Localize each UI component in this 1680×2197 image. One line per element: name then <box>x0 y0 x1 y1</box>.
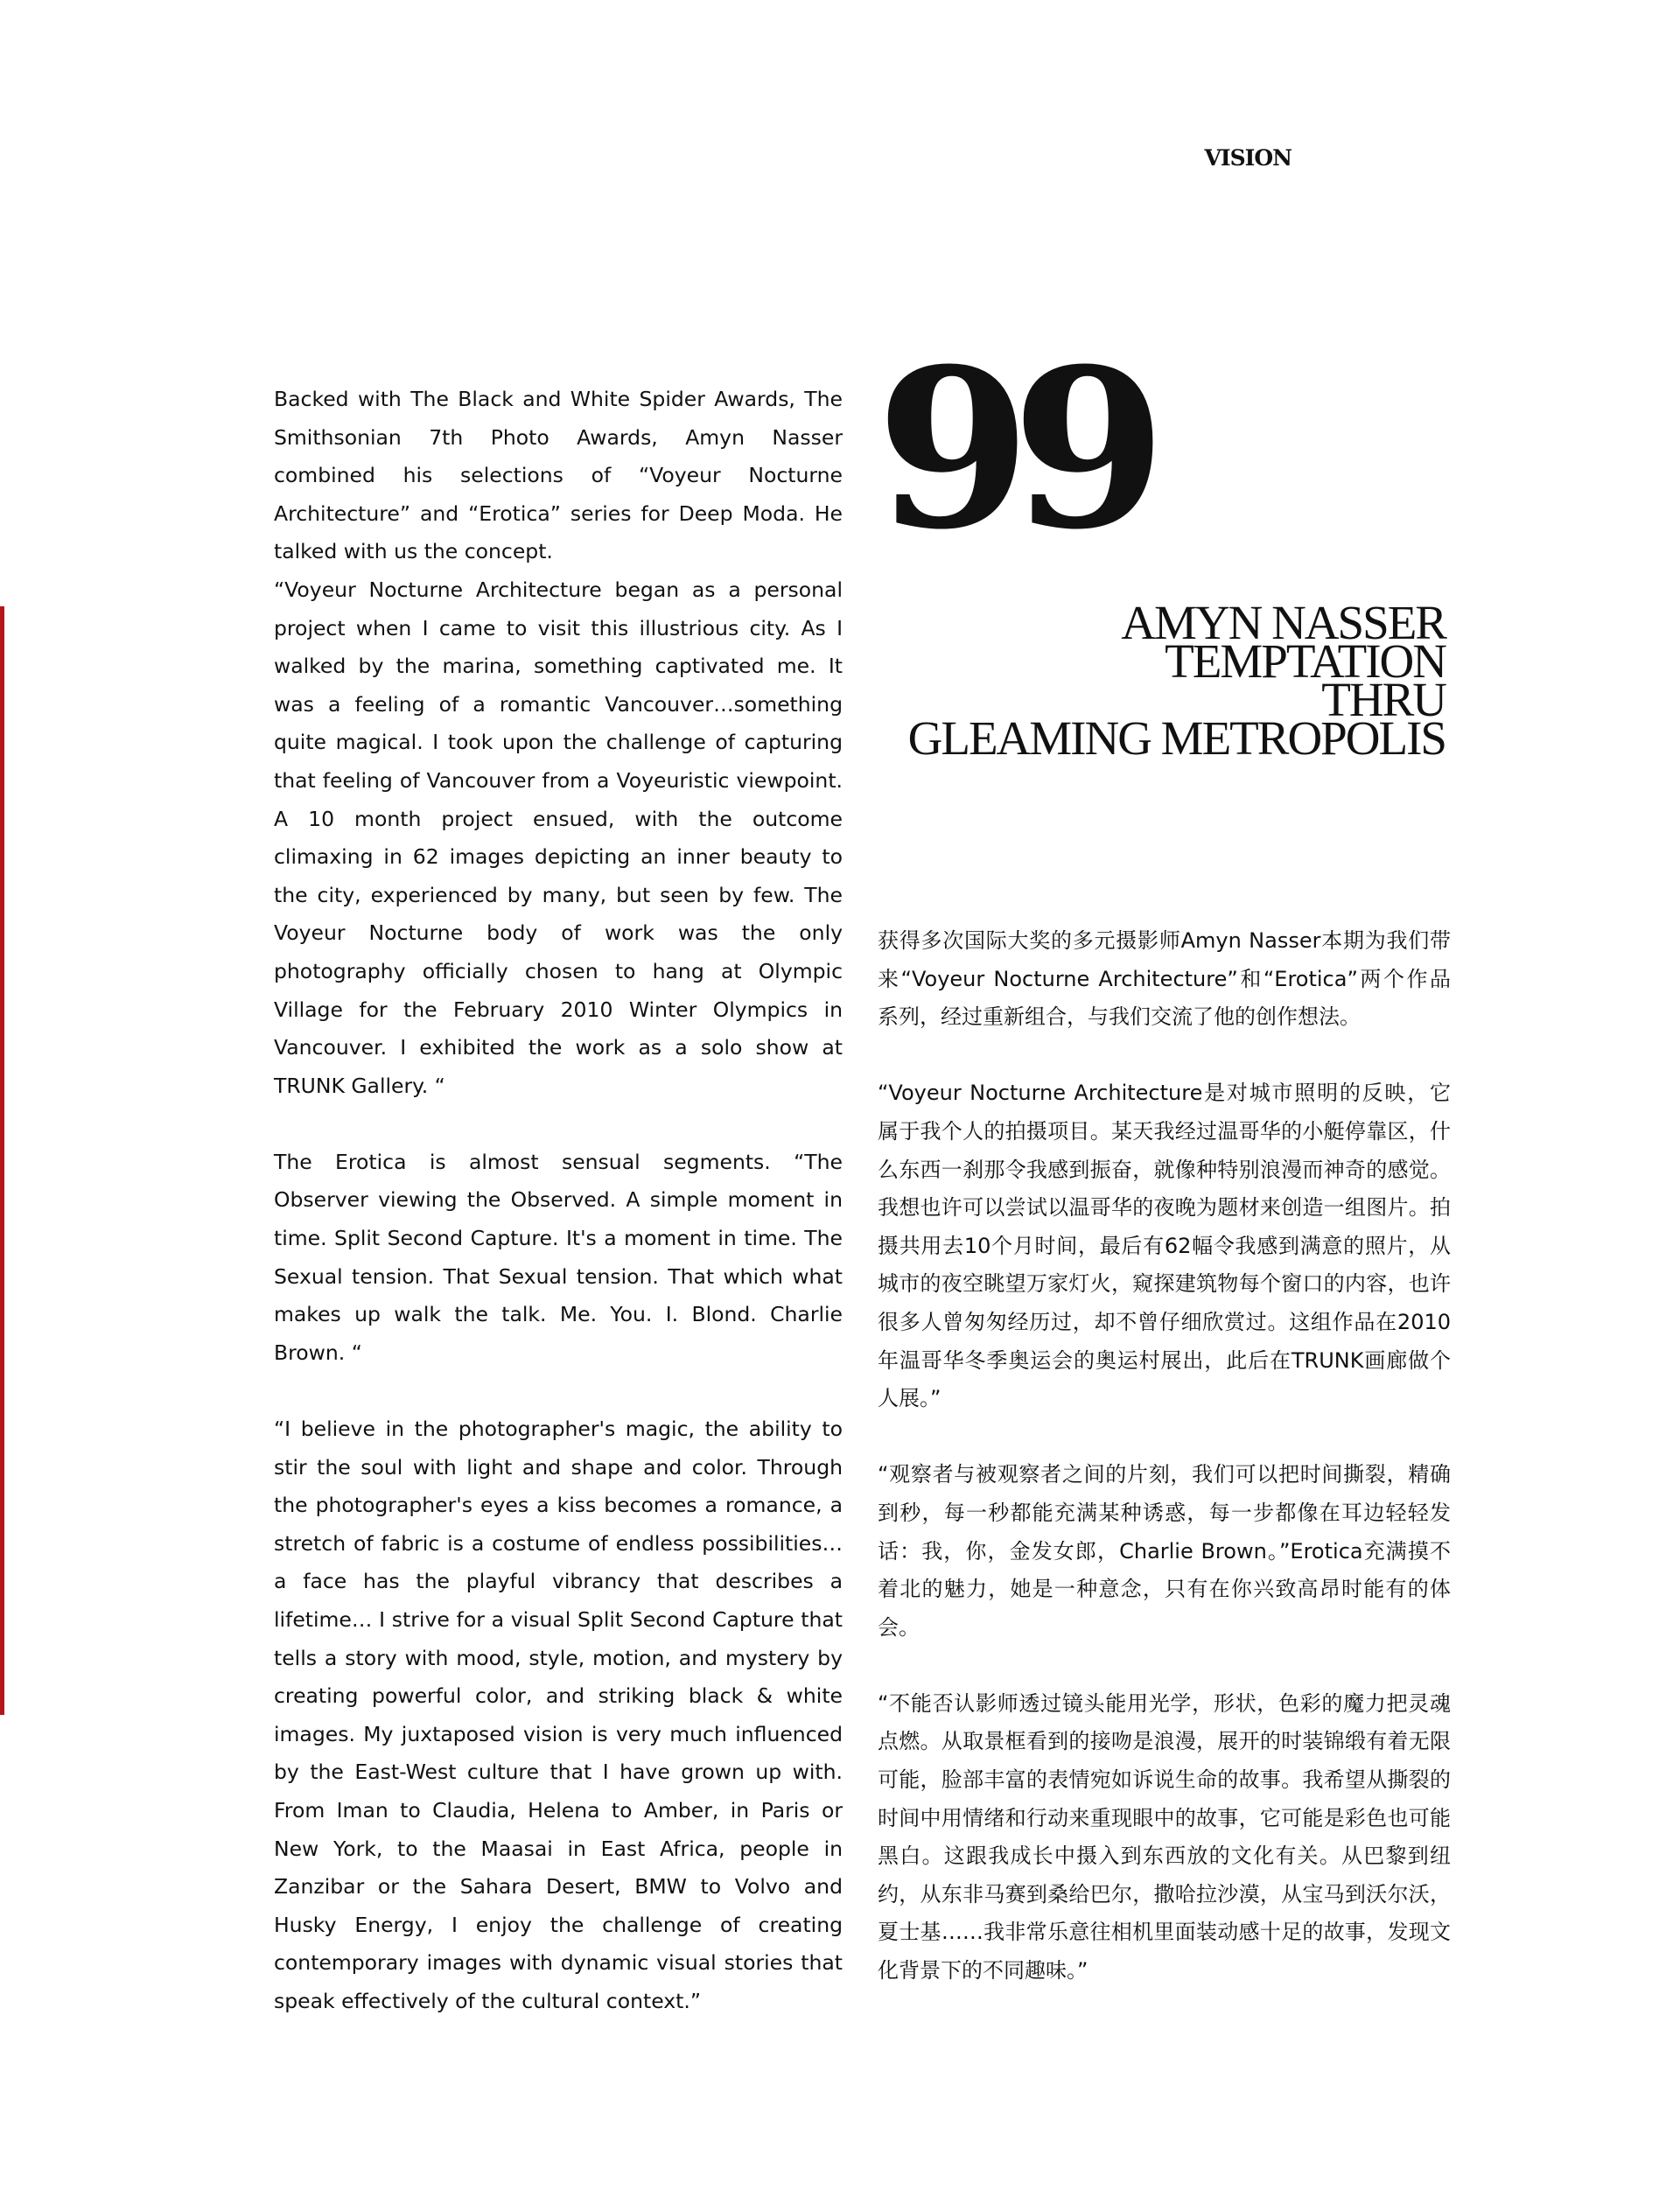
red-edge-bar <box>0 606 4 1715</box>
section-label: VISION <box>1204 145 1292 171</box>
headline-line: AMYN NASSER <box>1121 596 1446 649</box>
headline-line: TEMPTATION <box>1165 634 1446 688</box>
headline-line: GLEAMING METROPOLIS <box>907 711 1446 765</box>
english-paragraph-magic: “I believe in the photographer's magic, the ability to stir the soul with light and shape and color. Through the photographer's eyes a kiss becomes a romance, a stretch of fabric is a costume of endless possibilities…a face has the playful vibrancy that describes a lifetime… I strive for a visual Split Second Capture that tells a story with mood, style, motion, and mystery by creating powerful color, and striking black & white images. My juxtaposed vision is very much influenced by the East-West culture that I have grown up with. From Iman to Claudia, Helena to Amber, in Paris or New York, to the Maasai in East Africa, people in Zanzibar or the Sahara Desert, BMW to Volvo and Husky Energy, I enjoy the challenge of creating contemporary images with dynamic visual stories that speak effectively of the cultural context.” <box>274 1417 843 2013</box>
chinese-paragraph-voyeur: “Voyeur Nocturne Architecture是对城市照明的反映，它属于我个人的拍摄项目。某天我经过温哥华的小艇停靠区，什么东西一刹那令我感到振奋，就像种特别浪漫而神奇的感觉。我想也许可以尝试以温哥华的夜晚为题材来创造一组图片。拍摄共用去10个月时间，最后有62幅令我感到满意的照片，从城市的夜空眺望万家灯火，窥探建筑物每个窗口的内容，也许很多人曾匆匆经历过，却不曾仔细欣赏过。这组作品在2010 年温哥华冬季奥运会的奥运村展出，此后在TRUNK画廊做个人展。” <box>878 1081 1451 1411</box>
chinese-paragraph-magic: “不能否认影师透过镜头能用光学，形状，色彩的魔力把灵魂点燃。从取景框看到的接吻是浪漫，展开的时装锦缎有着无限可能，脸部丰富的表情宛如诉说生命的故事。我希望从撕裂的时间中用情绪和行动来重现眼中的故事，它可能是彩色也可能黑白。这跟我成长中摄入到东西放的文化有关。从巴黎到纽约，从东非马赛到桑给巴尔，撒哈拉沙漠，从宝马到沃尔沃，夏士基……我非常乐意往相机里面装动感十足的故事，发现文化背景下的不同趣味。” <box>878 1690 1451 1984</box>
english-paragraph-voyeur: “Voyeur Nocturne Architecture began as a personal project when I came to visit this illustrious city. As I walked by the marina, something captivated me. It was a feeling of a romantic Vancouver…something quite magical. I took upon the challenge of capturing that feeling of Vancouver from a Voyeuristic viewpoint. A 10 month project ensued, with the outcome climaxing in 62 images depicting an inner beauty to the city, experienced by many, but seen by few. The Voyeur Nocturne body of work was the only photography officially chosen to hang at Olympic Village for the February 2010 Winter Olympics in Vancouver. I exhibited the work as a solo show at TRUNK Gallery. “ <box>274 577 843 1098</box>
english-paragraph-erotica: The Erotica is almost sensual segments. “The Observer viewing the Observed. A simple moment in time. Split Second Capture. It's a moment in time. The Sexual tension. That Sexual tension. That which what makes up walk the talk. Me. You. I. Blond. Charlie Brown. “ <box>274 1149 843 1365</box>
english-paragraph-intro: Backed with The Black and White Spider Awards, The Smithsonian 7th Photo Awards, Amyn Nasser combined his selections of “Voyeur Nocturne Architecture” and “Erotica” series for Deep Moda. He talked with us the concept. <box>274 387 843 564</box>
feature-headline <box>907 596 1446 765</box>
chinese-paragraph-intro: 获得多次国际大奖的多元摄影师Amyn Nasser本期为我们带来“Voyeur Nocturne Architecture”和“Erotica”两个作品系列，经过重新组合，与我们交流了他的创作想法。 <box>878 928 1451 1030</box>
chinese-article-column <box>878 922 1451 2028</box>
english-article-column <box>274 381 843 2059</box>
headline-line: THRU <box>1321 673 1446 726</box>
chinese-paragraph-erotica: “观察者与被观察者之间的片刻，我们可以把时间撕裂，精确到秒，每一秒都能充满某种诱惑，每一步都像在耳边轻轻发话：我，你，金发女郎，Charlie Brown。”Erotica充满摸不着北的魅力，她是一种意念，只有在你兴致高昂时能有的体会。 <box>878 1462 1451 1640</box>
issue-number: 99 <box>876 320 1147 577</box>
